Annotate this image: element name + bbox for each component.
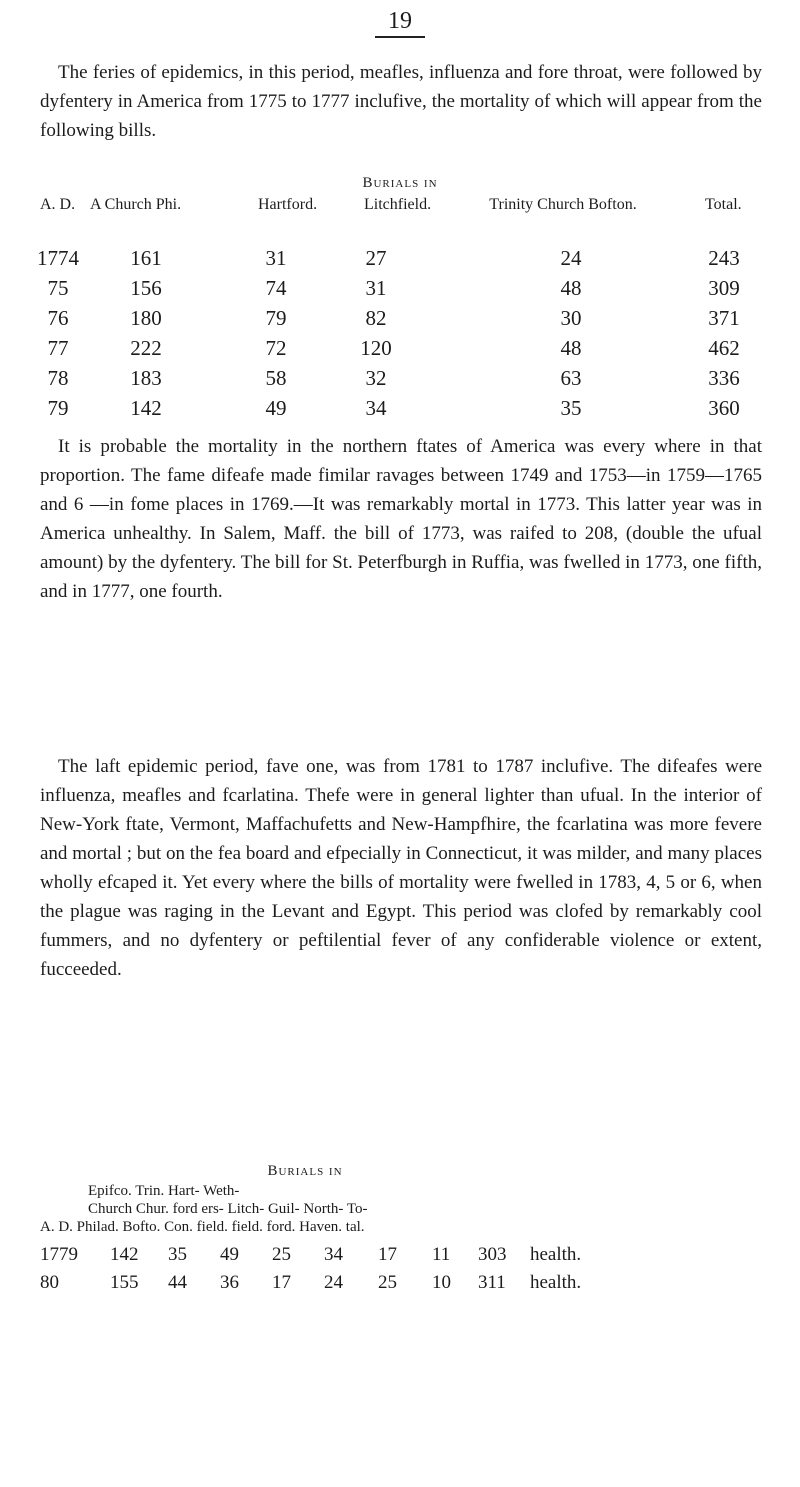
table2-cell-year: 1779	[40, 1244, 78, 1265]
table2-cell-bofto: 35	[168, 1244, 187, 1265]
table1-cell-total: 309	[708, 276, 740, 300]
table2-header	[40, 1182, 660, 1236]
table2-cell-note: health.	[530, 1272, 582, 1293]
table1-cell-trinity: 48	[560, 336, 582, 360]
table1-row	[40, 396, 770, 426]
table1-cell-year: 76	[47, 306, 69, 330]
table2-row	[40, 1272, 760, 1298]
table2-cell-hartford: 49	[220, 1244, 239, 1265]
table2-cell-note: health.	[530, 1244, 582, 1265]
paragraph-3: The laft epidemic period, fave one, was from 1781 to 1787 inclufive. The difeafes were influenza, meafles and fcarlatina. Thefe were in general lighter than ufual. In the interior of New-York ftate, Vermont, Maffachufetts and New-Hampfhire, the fcarlatina was more fevere and mortal ; but on the fea board and efpecially in Connecticut, it was milder, and many places wholly efcaped it. Yet every where the bills of mortality were fwelled in 1783, 4, 5 or 6, when the plague was raging in the Levant and Egypt. This period was clofed by remarkably cool fummers, and no dyfentery or peftilential fever of any confiderable violence or extent, fucceeded.	[40, 756, 762, 980]
table1-cell-hartford: 31	[265, 246, 287, 270]
table1-cell-church-phi: 180	[130, 306, 162, 330]
table1-cell-hartford: 49	[265, 396, 287, 420]
table2-cell-litchfield: 34	[324, 1244, 343, 1265]
table1-cell-total: 462	[708, 336, 740, 360]
table2-cell-year: 80	[40, 1272, 59, 1293]
table1-row	[40, 306, 770, 336]
table1-cell-litchfield: 31	[365, 276, 387, 300]
table1-header	[40, 196, 770, 236]
table1-cell-year: 78	[47, 366, 69, 390]
table1-cell-trinity: 48	[560, 276, 582, 300]
table1-cell-litchfield: 82	[365, 306, 387, 330]
table2-row	[40, 1244, 760, 1270]
table1-row	[40, 336, 770, 366]
table1-cell-total: 360	[708, 396, 740, 420]
table1-cell-hartford: 79	[265, 306, 287, 330]
table2-cell-north-haven: 10	[432, 1272, 451, 1293]
table1-row	[40, 366, 770, 396]
table1-cell-hartford: 74	[265, 276, 287, 300]
table1-cell-church-phi: 222	[130, 336, 162, 360]
table1-header-trinity: Trinity Church Bofton.	[489, 196, 637, 213]
table1-cell-church-phi: 156	[130, 276, 162, 300]
table2-cell-bofto: 44	[168, 1272, 187, 1293]
table2-cell-guilford: 25	[378, 1272, 397, 1293]
table2-cell-litchfield: 24	[324, 1272, 343, 1293]
page-number: 19	[388, 8, 412, 34]
paragraph-2: It is probable the mortality in the northern ftates of America was every where in that proportion. The fame difeafe made fimilar ravages between 1749 and 1753—in 1759—1765 and 6 —in fome places in 1769.—It was remarkably mortal in 1773. This latter year was in America unhealthy. In Salem, Maff. the bill of 1773, was raifed to 208, (double the ufual amount) by the dyfentery. The bill for St. Peterfburgh in Ruffia, was fwelled in 1773, one fifth, and in 1777, one fourth.	[40, 436, 762, 602]
table2-header-line-2: Church Chur. ford ers- Litch- Guil- North- To-	[88, 1201, 368, 1217]
table2-header-line-3: A. D. Philad. Bofto. Con. field. field. ford. Haven. tal.	[40, 1219, 365, 1235]
table1-header-church-phi: A Church Phi.	[90, 196, 182, 213]
table2-cell-philad: 155	[110, 1272, 139, 1293]
table2-cell-north-haven: 11	[432, 1244, 451, 1265]
table1-cell-trinity: 24	[560, 246, 582, 270]
table1-cell-total: 371	[708, 306, 740, 330]
table1-cell-year: 1774	[37, 246, 79, 270]
table1-header-hartford: Hartford.	[258, 196, 318, 213]
table1-cell-year: 79	[47, 396, 69, 420]
table1-row	[40, 276, 770, 306]
table1-cell-litchfield: 34	[365, 396, 387, 420]
table1-cell-church-phi: 183	[130, 366, 162, 390]
table1-cell-hartford: 58	[265, 366, 287, 390]
table1-cell-total: 243	[708, 246, 740, 270]
table1-cell-trinity: 35	[560, 396, 582, 420]
table2-cell-wethersfield: 25	[272, 1244, 291, 1265]
table1-caption: Burials in	[362, 175, 438, 191]
table2-cell-guilford: 17	[378, 1244, 397, 1265]
table1-cell-trinity: 63	[560, 366, 582, 390]
table1-cell-trinity: 30	[560, 306, 582, 330]
page-number-rule	[375, 36, 425, 38]
table1-cell-hartford: 72	[265, 336, 287, 360]
table1-cell-church-phi: 142	[130, 396, 162, 420]
table1-header-total: Total.	[705, 196, 742, 213]
table1-cell-church-phi: 161	[130, 246, 162, 270]
table1-cell-litchfield: 32	[365, 366, 387, 390]
paragraph-1: The feries of epidemics, in this period, meafles, influenza and fore throat, were followed by dyfentery in America from 1775 to 1777 inclufive, the mortality of which will appear from the following bills.	[40, 62, 762, 141]
table2-caption: Burials in	[267, 1163, 343, 1179]
table1-cell-year: 75	[47, 276, 69, 300]
table2-header-line-1: Epifco. Trin. Hart- Weth-	[88, 1183, 240, 1199]
table1-cell-total: 336	[708, 366, 740, 390]
table2-cell-total: 311	[478, 1272, 506, 1293]
table1-header-year: A. D.	[40, 196, 76, 213]
table1-header-litchfield: Litchfield.	[364, 196, 432, 213]
table2-cell-total: 303	[478, 1244, 507, 1265]
table2-cell-wethersfield: 17	[272, 1272, 291, 1293]
table1-cell-litchfield: 120	[360, 336, 392, 360]
table2-cell-philad: 142	[110, 1244, 139, 1265]
table2-cell-hartford: 36	[220, 1272, 239, 1293]
table1-cell-litchfield: 27	[365, 246, 387, 270]
table1-cell-year: 77	[47, 336, 69, 360]
table1-row	[37, 246, 770, 276]
